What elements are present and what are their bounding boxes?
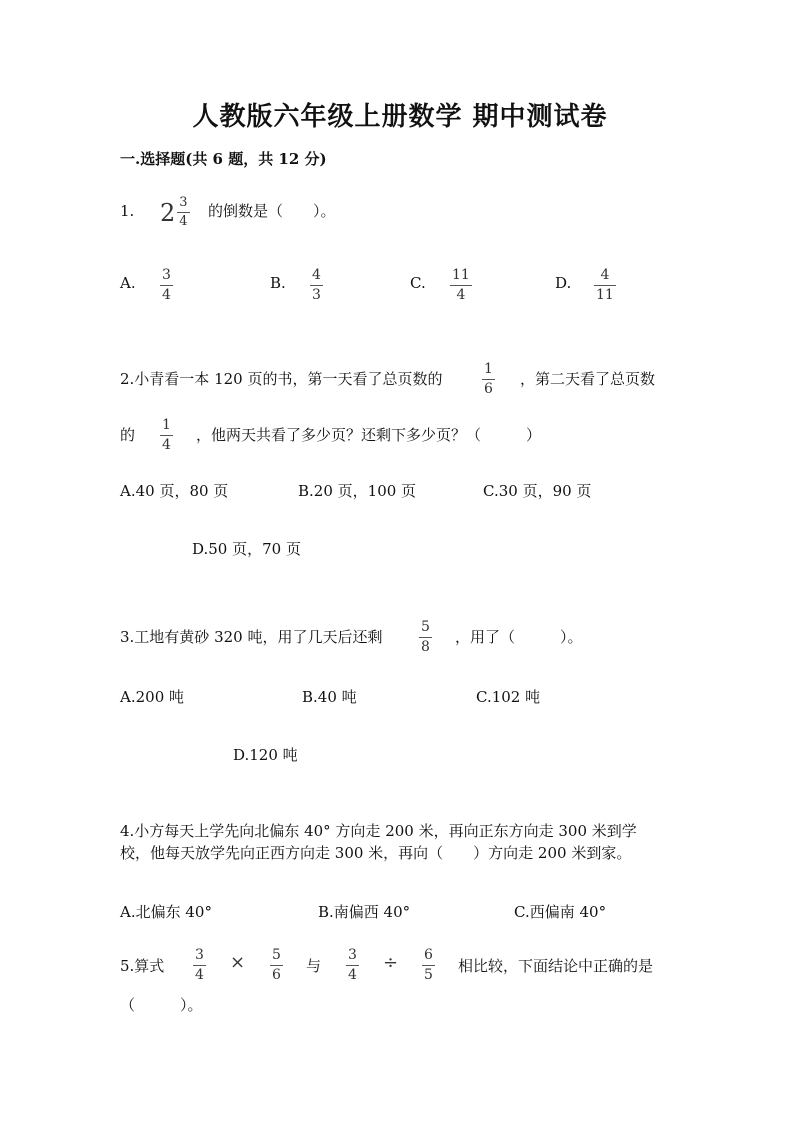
fraction-five-eighths [419, 620, 432, 655]
fraction-bar [177, 212, 189, 213]
denominator: 6 [272, 967, 281, 983]
fraction-bar [346, 965, 359, 966]
mixed-number [160, 196, 190, 229]
divide-sign: ÷ [383, 952, 399, 973]
numerator: 3 [195, 947, 204, 963]
denominator: 5 [424, 967, 433, 983]
option-a[interactable]: A.40 页，80 页 [120, 482, 229, 500]
denominator: 4 [456, 287, 466, 303]
question-text-mid: 与 [306, 957, 322, 975]
option-b-fraction[interactable] [310, 268, 323, 303]
numerator: 5 [272, 947, 281, 963]
question-text-line1: 2.小青看一本 120 页的书，第一天看了总页数的 [120, 370, 443, 388]
fraction-bar [594, 285, 616, 286]
option-c-fraction[interactable] [450, 268, 472, 303]
question-text-line1: 4.小方每天上学先向北偏东 40° 方向走 200 米，再向正东方向走 300 米到学 [120, 822, 637, 840]
option-c[interactable]: C.西偏南 40° [514, 903, 607, 921]
option-a[interactable]: A.北偏东 40° [120, 903, 212, 921]
option-b[interactable]: B.40 吨 [302, 688, 357, 706]
question-text-line2: 校，他每天放学先向正西方向走 300 米，再向（ ）方向走 200 米到家。 [120, 844, 632, 862]
fraction-bar [310, 285, 323, 286]
numerator: 3 [179, 195, 188, 210]
fraction-one-fourth [160, 418, 173, 453]
numerator: 4 [600, 267, 610, 283]
fraction-bar [193, 965, 206, 966]
question-text-tail: ，用了（ ）。 [455, 628, 583, 646]
fraction-three-fourths-2 [346, 948, 359, 983]
fraction-bar [450, 285, 472, 286]
numerator: 11 [452, 267, 470, 283]
question-text-line1-tail: ，第二天看了总页数 [520, 370, 656, 388]
option-d-label[interactable]: D. [555, 274, 572, 292]
option-b[interactable]: B.南偏西 40° [318, 903, 411, 921]
fraction-bar [419, 637, 432, 638]
fraction-six-fifths [422, 948, 435, 983]
question-text: 的倒数是（ ）。 [208, 202, 336, 220]
question-text-line2-head: 的 [120, 426, 136, 444]
option-d[interactable]: D.120 吨 [233, 746, 298, 764]
option-c-label[interactable]: C. [410, 274, 426, 292]
multiply-sign: × [230, 952, 246, 973]
denominator: 6 [484, 381, 493, 397]
section-heading: 一.选择题(共 6 题，共 12 分) [120, 150, 327, 168]
numerator: 5 [421, 619, 430, 635]
numerator: 1 [162, 417, 171, 433]
denominator: 4 [348, 967, 357, 983]
question-text-head: 5.算式 [120, 957, 165, 975]
option-b-label[interactable]: B. [270, 274, 286, 292]
denominator: 4 [195, 967, 204, 983]
question-text-line2: ，他两天共看了多少页？还剩下多少页？（ ） [196, 426, 542, 444]
numerator: 3 [162, 267, 171, 283]
fraction-three-fourths [193, 948, 206, 983]
fraction-bar [160, 435, 173, 436]
option-b[interactable]: B.20 页，100 页 [298, 482, 417, 500]
fraction-one-sixth [482, 362, 495, 397]
option-c[interactable]: C.102 吨 [476, 688, 541, 706]
fraction-five-sixths [270, 948, 283, 983]
denominator: 4 [162, 287, 171, 303]
question-text-tail: 相比较，下面结论中正确的是 [458, 957, 654, 975]
denominator: 11 [596, 287, 614, 303]
fraction-bar [422, 965, 435, 966]
mixed-fraction [177, 196, 189, 229]
mixed-whole: 2 [160, 198, 176, 227]
fraction-bar [160, 285, 173, 286]
denominator: 3 [312, 287, 321, 303]
numerator: 1 [484, 361, 493, 377]
denominator: 8 [421, 639, 430, 655]
numerator: 6 [424, 947, 433, 963]
question-text-line2: （ ）。 [120, 996, 203, 1014]
option-d-fraction[interactable] [594, 268, 616, 303]
numerator: 4 [312, 267, 321, 283]
question-text: 3.工地有黄砂 320 吨，用了几天后还剩 [120, 628, 383, 646]
denominator: 4 [162, 437, 171, 453]
option-c[interactable]: C.30 页，90 页 [483, 482, 592, 500]
denominator: 4 [179, 214, 188, 229]
option-d[interactable]: D.50 页，70 页 [192, 540, 301, 558]
question-number: 1. [120, 202, 135, 220]
option-a-fraction[interactable] [160, 268, 173, 303]
option-a[interactable]: A.200 吨 [120, 688, 184, 706]
fraction-bar [270, 965, 283, 966]
option-a-label[interactable]: A. [120, 274, 136, 292]
fraction-bar [482, 379, 495, 380]
page-title: 人教版六年级上册数学 期中测试卷 [192, 102, 608, 132]
numerator: 3 [348, 947, 357, 963]
